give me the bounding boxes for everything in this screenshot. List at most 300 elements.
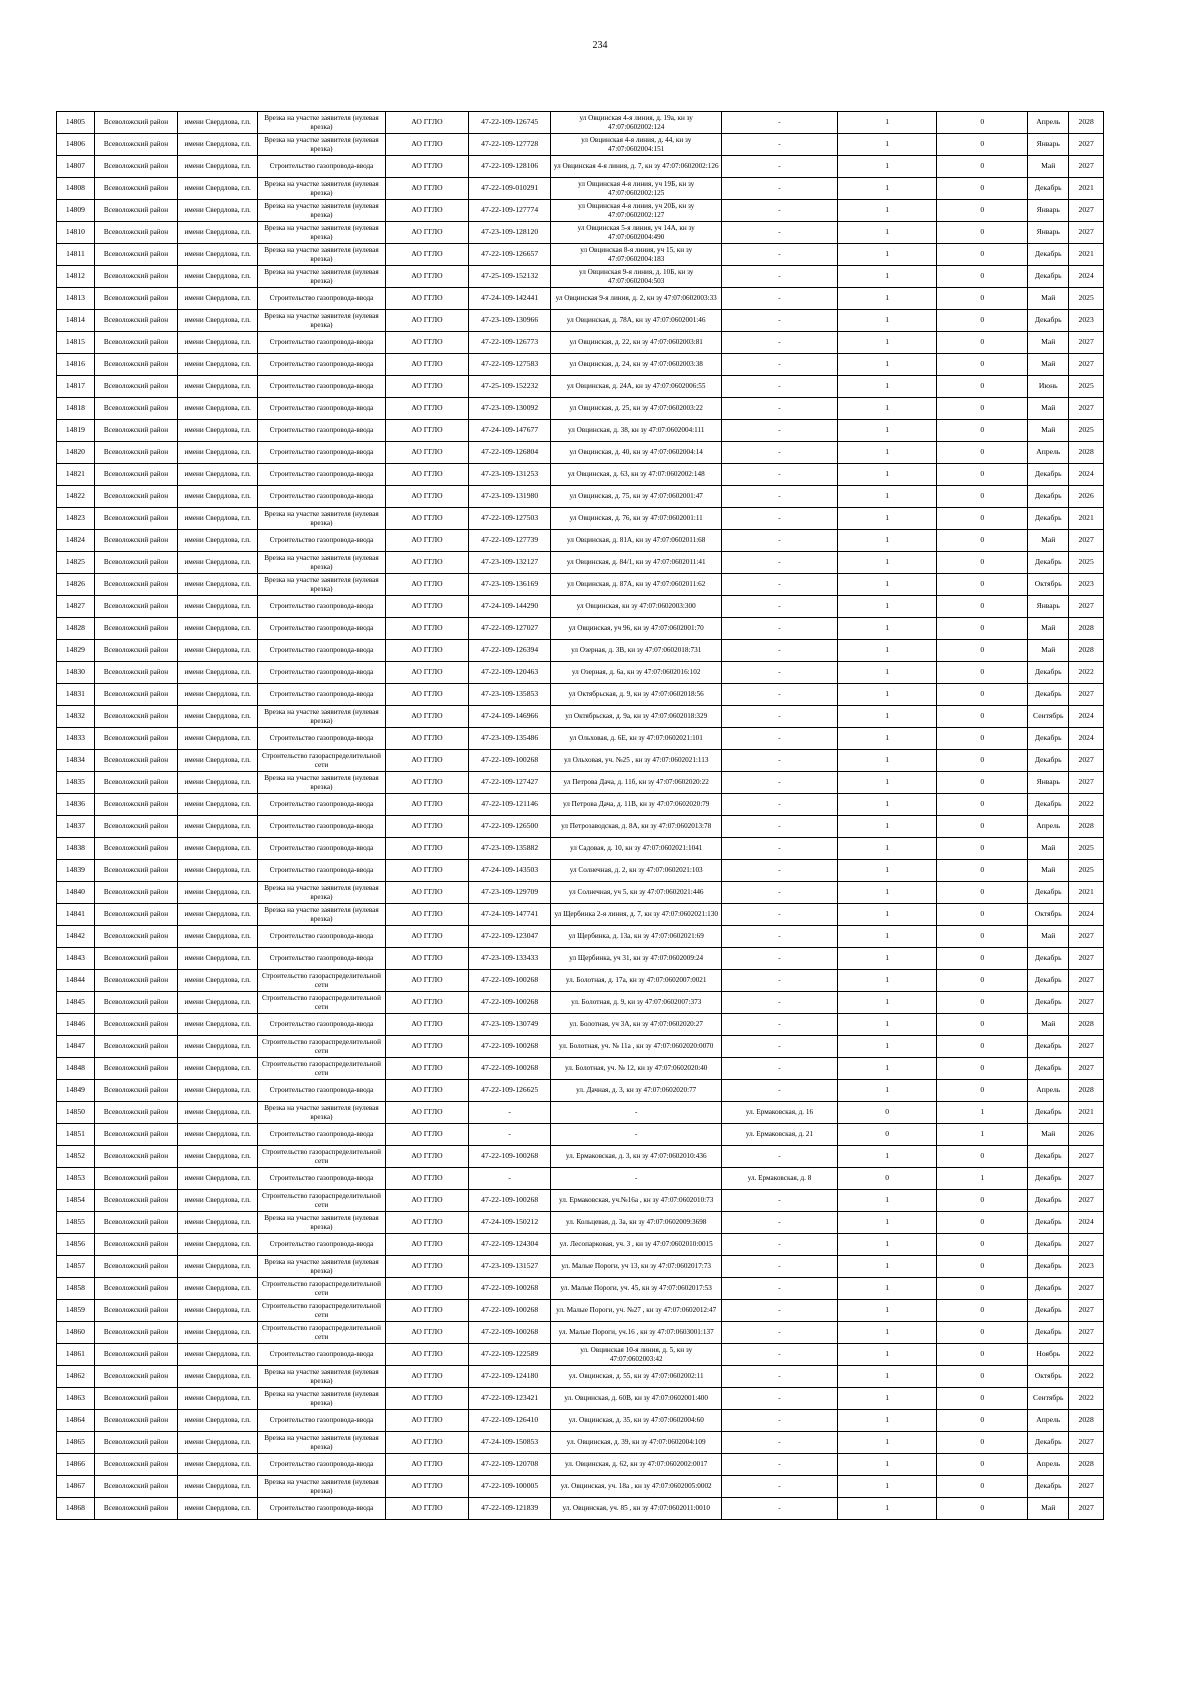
organization-cell: АО ГГЛО xyxy=(385,1036,468,1058)
cadastral-address-cell: ул Овцинская, д. 76, кн зу 47:07:0602001:11 xyxy=(551,508,722,530)
settlement-cell: имени Свердлова, г.п. xyxy=(178,750,258,772)
month-cell: Май xyxy=(1028,838,1069,860)
address-cell: - xyxy=(722,706,838,728)
year-cell: 2027 xyxy=(1069,1036,1104,1058)
cadastral-address-cell: ул Овцинская 5-я линия, уч 14А, кн зу 47:07:0602004:490 xyxy=(551,222,722,244)
row-number: 14822 xyxy=(57,486,95,508)
month-cell: Январь xyxy=(1028,596,1069,618)
address-cell: - xyxy=(722,574,838,596)
month-cell: Январь xyxy=(1028,772,1069,794)
count-1-cell: 1 xyxy=(837,948,937,970)
count-2-cell: 1 xyxy=(937,1102,1028,1124)
organization-cell: АО ГГЛО xyxy=(385,442,468,464)
district-cell: Всеволожский район xyxy=(94,112,177,134)
count-1-cell: 1 xyxy=(837,750,937,772)
count-1-cell: 1 xyxy=(837,816,937,838)
month-cell: Декабрь xyxy=(1028,662,1069,684)
cadastral-address-cell: ул. Болотная, уч 3А, кн зу 47:07:0602020:27 xyxy=(551,1014,722,1036)
application-id-cell: 47-22-109-100268 xyxy=(469,992,551,1014)
count-2-cell: 0 xyxy=(937,596,1028,618)
count-1-cell: 1 xyxy=(837,794,937,816)
settlement-cell: имени Свердлова, г.п. xyxy=(178,904,258,926)
address-cell: - xyxy=(722,266,838,288)
organization-cell: АО ГГЛО xyxy=(385,1300,468,1322)
count-1-cell: 1 xyxy=(837,156,937,178)
row-number: 14816 xyxy=(57,354,95,376)
application-id-cell: 47-23-109-132127 xyxy=(469,552,551,574)
month-cell: Апрель xyxy=(1028,1410,1069,1432)
work-type-cell: Строительство газопровода-ввода xyxy=(258,926,386,948)
month-cell: Декабрь xyxy=(1028,970,1069,992)
address-cell: - xyxy=(722,794,838,816)
settlement-cell: имени Свердлова, г.п. xyxy=(178,948,258,970)
table-row xyxy=(57,1036,1104,1058)
table-row xyxy=(57,552,1104,574)
district-cell: Всеволожский район xyxy=(94,1234,177,1256)
district-cell: Всеволожский район xyxy=(94,420,177,442)
application-id-cell: 47-22-109-128106 xyxy=(469,156,551,178)
organization-cell: АО ГГЛО xyxy=(385,706,468,728)
row-number: 14853 xyxy=(57,1168,95,1190)
address-cell: - xyxy=(722,1300,838,1322)
work-type-cell: Врезка на участке заявителя (нулевая врезка) xyxy=(258,1256,386,1278)
count-1-cell: 1 xyxy=(837,486,937,508)
row-number: 14834 xyxy=(57,750,95,772)
address-cell: - xyxy=(722,684,838,706)
year-cell: 2022 xyxy=(1069,662,1104,684)
count-2-cell: 0 xyxy=(937,398,1028,420)
address-cell: - xyxy=(722,112,838,134)
row-number: 14839 xyxy=(57,860,95,882)
settlement-cell: имени Свердлова, г.п. xyxy=(178,354,258,376)
count-1-cell: 1 xyxy=(837,376,937,398)
row-number: 14842 xyxy=(57,926,95,948)
cadastral-address-cell: ул Овцинская 4-я линия, уч 19Б, кн зу 47:07:0602002:125 xyxy=(551,178,722,200)
table-row xyxy=(57,1344,1104,1366)
work-type-cell: Строительство газопровода-ввода xyxy=(258,442,386,464)
cadastral-address-cell: - xyxy=(551,1168,722,1190)
count-2-cell: 0 xyxy=(937,1234,1028,1256)
month-cell: Октябрь xyxy=(1028,574,1069,596)
year-cell: 2027 xyxy=(1069,948,1104,970)
organization-cell: АО ГГЛО xyxy=(385,882,468,904)
table-row xyxy=(57,1146,1104,1168)
address-cell: - xyxy=(722,1410,838,1432)
address-cell: - xyxy=(722,1014,838,1036)
application-id-cell: 47-22-109-127027 xyxy=(469,618,551,640)
count-2-cell: 0 xyxy=(937,1344,1028,1366)
row-number: 14828 xyxy=(57,618,95,640)
work-type-cell: Строительство газораспределительной сети xyxy=(258,1036,386,1058)
work-type-cell: Строительство газопровода-ввода xyxy=(258,1344,386,1366)
application-id-cell: - xyxy=(469,1124,551,1146)
row-number: 14826 xyxy=(57,574,95,596)
work-type-cell: Строительство газопровода-ввода xyxy=(258,948,386,970)
application-id-cell: 47-23-109-136169 xyxy=(469,574,551,596)
table-row xyxy=(57,596,1104,618)
organization-cell: АО ГГЛО xyxy=(385,750,468,772)
count-2-cell: 0 xyxy=(937,332,1028,354)
table-row xyxy=(57,794,1104,816)
row-number: 14832 xyxy=(57,706,95,728)
cadastral-address-cell: ул. Овцинская, д. 60В, кн зу 47:07:0602001:400 xyxy=(551,1388,722,1410)
work-type-cell: Строительство газопровода-ввода xyxy=(258,1168,386,1190)
organization-cell: АО ГГЛО xyxy=(385,1498,468,1520)
count-2-cell: 0 xyxy=(937,970,1028,992)
organization-cell: АО ГГЛО xyxy=(385,486,468,508)
application-id-cell: 47-24-109-143503 xyxy=(469,860,551,882)
month-cell: Май xyxy=(1028,398,1069,420)
organization-cell: АО ГГЛО xyxy=(385,1080,468,1102)
work-type-cell: Строительство газопровода-ввода xyxy=(258,464,386,486)
row-number: 14854 xyxy=(57,1190,95,1212)
count-1-cell: 1 xyxy=(837,1410,937,1432)
count-2-cell: 0 xyxy=(937,992,1028,1014)
month-cell: Декабрь xyxy=(1028,1212,1069,1234)
settlement-cell: имени Свердлова, г.п. xyxy=(178,596,258,618)
district-cell: Всеволожский район xyxy=(94,1410,177,1432)
table-row xyxy=(57,1190,1104,1212)
month-cell: Декабрь xyxy=(1028,244,1069,266)
count-1-cell: 1 xyxy=(837,1212,937,1234)
cadastral-address-cell: ул. Болотная, д. 9, кн зу 47:07:0602007:373 xyxy=(551,992,722,1014)
month-cell: Апрель xyxy=(1028,1080,1069,1102)
row-number: 14833 xyxy=(57,728,95,750)
application-id-cell: - xyxy=(469,1102,551,1124)
organization-cell: АО ГГЛО xyxy=(385,618,468,640)
month-cell: Сентябрь xyxy=(1028,706,1069,728)
table-row xyxy=(57,420,1104,442)
work-type-cell: Строительство газопровода-ввода xyxy=(258,1498,386,1520)
year-cell: 2027 xyxy=(1069,772,1104,794)
cadastral-address-cell: ул Овцинская 9-я линия, д. 2, кн зу 47:07:0602003:33 xyxy=(551,288,722,310)
address-cell: - xyxy=(722,926,838,948)
row-number: 14868 xyxy=(57,1498,95,1520)
row-number: 14848 xyxy=(57,1058,95,1080)
organization-cell: АО ГГЛО xyxy=(385,1234,468,1256)
row-number: 14819 xyxy=(57,420,95,442)
table-row xyxy=(57,706,1104,728)
row-number: 14805 xyxy=(57,112,95,134)
address-cell: - xyxy=(722,398,838,420)
address-cell: - xyxy=(722,1366,838,1388)
table-row xyxy=(57,1014,1104,1036)
row-number: 14820 xyxy=(57,442,95,464)
application-id-cell: 47-22-109-123421 xyxy=(469,1388,551,1410)
district-cell: Всеволожский район xyxy=(94,244,177,266)
table-row xyxy=(57,816,1104,838)
year-cell: 2027 xyxy=(1069,1058,1104,1080)
settlement-cell: имени Свердлова, г.п. xyxy=(178,860,258,882)
cadastral-address-cell: ул Овцинская 4-я линия, д. 44, кн зу 47:07:0602004:151 xyxy=(551,134,722,156)
table-row xyxy=(57,1080,1104,1102)
month-cell: Декабрь xyxy=(1028,552,1069,574)
application-id-cell: 47-24-109-150212 xyxy=(469,1212,551,1234)
organization-cell: АО ГГЛО xyxy=(385,1058,468,1080)
organization-cell: АО ГГЛО xyxy=(385,1410,468,1432)
application-id-cell: 47-24-109-146966 xyxy=(469,706,551,728)
row-number: 14812 xyxy=(57,266,95,288)
cadastral-address-cell: ул Ольховая, д. 6Е, кн зу 47:07:0602021:101 xyxy=(551,728,722,750)
work-type-cell: Строительство газораспределительной сети xyxy=(258,1300,386,1322)
work-type-cell: Строительство газораспределительной сети xyxy=(258,992,386,1014)
application-id-cell: 47-22-109-126657 xyxy=(469,244,551,266)
work-type-cell: Строительство газопровода-ввода xyxy=(258,1014,386,1036)
cadastral-address-cell: ул. Болотная, д. 17а, кн зу 47:07:0602007:0021 xyxy=(551,970,722,992)
year-cell: 2027 xyxy=(1069,1190,1104,1212)
organization-cell: АО ГГЛО xyxy=(385,420,468,442)
settlement-cell: имени Свердлова, г.п. xyxy=(178,1322,258,1344)
organization-cell: АО ГГЛО xyxy=(385,1344,468,1366)
count-2-cell: 0 xyxy=(937,156,1028,178)
cadastral-address-cell: ул Октябрьская, д. 9, кн зу 47:07:0602018:56 xyxy=(551,684,722,706)
count-1-cell: 1 xyxy=(837,1146,937,1168)
count-1-cell: 1 xyxy=(837,1344,937,1366)
work-type-cell: Строительство газопровода-ввода xyxy=(258,794,386,816)
table-row xyxy=(57,1212,1104,1234)
district-cell: Всеволожский район xyxy=(94,1366,177,1388)
row-number: 14846 xyxy=(57,1014,95,1036)
month-cell: Декабрь xyxy=(1028,508,1069,530)
year-cell: 2028 xyxy=(1069,1080,1104,1102)
month-cell: Апрель xyxy=(1028,1454,1069,1476)
month-cell: Декабрь xyxy=(1028,992,1069,1014)
count-2-cell: 0 xyxy=(937,1388,1028,1410)
application-id-cell: 47-23-109-130092 xyxy=(469,398,551,420)
settlement-cell: имени Свердлова, г.п. xyxy=(178,838,258,860)
month-cell: Декабрь xyxy=(1028,178,1069,200)
count-2-cell: 0 xyxy=(937,1036,1028,1058)
year-cell: 2027 xyxy=(1069,750,1104,772)
organization-cell: АО ГГЛО xyxy=(385,794,468,816)
organization-cell: АО ГГЛО xyxy=(385,684,468,706)
work-type-cell: Строительство газопровода-ввода xyxy=(258,640,386,662)
district-cell: Всеволожский район xyxy=(94,398,177,420)
register-table xyxy=(56,111,1104,1520)
table-row xyxy=(57,354,1104,376)
cadastral-address-cell: ул Овцинская, д. 84/1, кн зу 47:07:0602011:41 xyxy=(551,552,722,574)
cadastral-address-cell: ул Овцинская, д. 75, кн зу 47:07:0602001:47 xyxy=(551,486,722,508)
settlement-cell: имени Свердлова, г.п. xyxy=(178,926,258,948)
year-cell: 2021 xyxy=(1069,882,1104,904)
district-cell: Всеволожский район xyxy=(94,838,177,860)
count-1-cell: 1 xyxy=(837,398,937,420)
count-2-cell: 0 xyxy=(937,1212,1028,1234)
settlement-cell: имени Свердлова, г.п. xyxy=(178,244,258,266)
month-cell: Ноябрь xyxy=(1028,1344,1069,1366)
table-row xyxy=(57,882,1104,904)
application-id-cell: 47-22-109-126773 xyxy=(469,332,551,354)
district-cell: Всеволожский район xyxy=(94,860,177,882)
district-cell: Всеволожский район xyxy=(94,662,177,684)
address-cell: - xyxy=(722,508,838,530)
month-cell: Май xyxy=(1028,640,1069,662)
cadastral-address-cell: ул Овцинская 8-я линия, уч 15, кн зу 47:07:0602004:183 xyxy=(551,244,722,266)
row-number: 14808 xyxy=(57,178,95,200)
district-cell: Всеволожский район xyxy=(94,1498,177,1520)
organization-cell: АО ГГЛО xyxy=(385,596,468,618)
row-number: 14847 xyxy=(57,1036,95,1058)
month-cell: Декабрь xyxy=(1028,1190,1069,1212)
application-id-cell: 47-25-109-152232 xyxy=(469,376,551,398)
application-id-cell: 47-22-109-010291 xyxy=(469,178,551,200)
row-number: 14830 xyxy=(57,662,95,684)
row-number: 14810 xyxy=(57,222,95,244)
month-cell: Декабрь xyxy=(1028,486,1069,508)
district-cell: Всеволожский район xyxy=(94,354,177,376)
year-cell: 2027 xyxy=(1069,1432,1104,1454)
count-2-cell: 0 xyxy=(937,640,1028,662)
settlement-cell: имени Свердлова, г.п. xyxy=(178,464,258,486)
address-cell: - xyxy=(722,640,838,662)
settlement-cell: имени Свердлова, г.п. xyxy=(178,332,258,354)
cadastral-address-cell: ул. Малые Пороги, уч 13, кн зу 47:07:0602017:73 xyxy=(551,1256,722,1278)
cadastral-address-cell: ул Солнечная, д. 2, кн зу 47:07:0602021:103 xyxy=(551,860,722,882)
district-cell: Всеволожский район xyxy=(94,948,177,970)
count-1-cell: 1 xyxy=(837,1278,937,1300)
district-cell: Всеволожский район xyxy=(94,574,177,596)
month-cell: Декабрь xyxy=(1028,310,1069,332)
address-cell: - xyxy=(722,1058,838,1080)
application-id-cell: - xyxy=(469,1168,551,1190)
district-cell: Всеволожский район xyxy=(94,970,177,992)
application-id-cell: 47-22-109-100268 xyxy=(469,750,551,772)
row-number: 14844 xyxy=(57,970,95,992)
application-id-cell: 47-22-109-127739 xyxy=(469,530,551,552)
count-2-cell: 0 xyxy=(937,574,1028,596)
year-cell: 2027 xyxy=(1069,992,1104,1014)
settlement-cell: имени Свердлова, г.п. xyxy=(178,1168,258,1190)
settlement-cell: имени Свердлова, г.п. xyxy=(178,1256,258,1278)
month-cell: Декабрь xyxy=(1028,948,1069,970)
row-number: 14824 xyxy=(57,530,95,552)
count-1-cell: 1 xyxy=(837,332,937,354)
count-2-cell: 0 xyxy=(937,926,1028,948)
district-cell: Всеволожский район xyxy=(94,1168,177,1190)
count-2-cell: 0 xyxy=(937,244,1028,266)
organization-cell: АО ГГЛО xyxy=(385,926,468,948)
count-2-cell: 0 xyxy=(937,948,1028,970)
year-cell: 2028 xyxy=(1069,1410,1104,1432)
row-number: 14865 xyxy=(57,1432,95,1454)
application-id-cell: 47-22-109-100268 xyxy=(469,1278,551,1300)
district-cell: Всеволожский район xyxy=(94,772,177,794)
month-cell: Май xyxy=(1028,530,1069,552)
address-cell: - xyxy=(722,1388,838,1410)
count-1-cell: 1 xyxy=(837,530,937,552)
district-cell: Всеволожский район xyxy=(94,508,177,530)
cadastral-address-cell: ул Щербинка, уч 31, кн зу 47:07:0602009:24 xyxy=(551,948,722,970)
district-cell: Всеволожский район xyxy=(94,1256,177,1278)
work-type-cell: Строительство газопровода-ввода xyxy=(258,1124,386,1146)
organization-cell: АО ГГЛО xyxy=(385,1278,468,1300)
table-row xyxy=(57,926,1104,948)
work-type-cell: Врезка на участке заявителя (нулевая врезка) xyxy=(258,508,386,530)
address-cell: - xyxy=(722,992,838,1014)
year-cell: 2028 xyxy=(1069,442,1104,464)
year-cell: 2025 xyxy=(1069,860,1104,882)
year-cell: 2028 xyxy=(1069,112,1104,134)
count-2-cell: 0 xyxy=(937,442,1028,464)
count-1-cell: 1 xyxy=(837,838,937,860)
table-row xyxy=(57,222,1104,244)
work-type-cell: Строительство газопровода-ввода xyxy=(258,398,386,420)
count-1-cell: 0 xyxy=(837,1124,937,1146)
table-row xyxy=(57,442,1104,464)
count-1-cell: 1 xyxy=(837,288,937,310)
address-cell: - xyxy=(722,904,838,926)
district-cell: Всеволожский район xyxy=(94,728,177,750)
count-1-cell: 1 xyxy=(837,1014,937,1036)
district-cell: Всеволожский район xyxy=(94,552,177,574)
row-number: 14852 xyxy=(57,1146,95,1168)
row-number: 14858 xyxy=(57,1278,95,1300)
application-id-cell: 47-23-109-135853 xyxy=(469,684,551,706)
count-2-cell: 0 xyxy=(937,1432,1028,1454)
table-row xyxy=(57,970,1104,992)
year-cell: 2027 xyxy=(1069,1300,1104,1322)
count-1-cell: 1 xyxy=(837,662,937,684)
year-cell: 2028 xyxy=(1069,816,1104,838)
year-cell: 2022 xyxy=(1069,1388,1104,1410)
district-cell: Всеволожский район xyxy=(94,1212,177,1234)
row-number: 14809 xyxy=(57,200,95,222)
organization-cell: АО ГГЛО xyxy=(385,992,468,1014)
month-cell: Май xyxy=(1028,1124,1069,1146)
address-cell: - xyxy=(722,486,838,508)
cadastral-address-cell: ул. Ермаковская, д. 3, кн зу 47:07:0602010:436 xyxy=(551,1146,722,1168)
year-cell: 2024 xyxy=(1069,266,1104,288)
month-cell: Декабрь xyxy=(1028,728,1069,750)
cadastral-address-cell: ул Овцинская 4-я линия, д. 7, кн зу 47:07:0602002:126 xyxy=(551,156,722,178)
table-row xyxy=(57,134,1104,156)
work-type-cell: Врезка на участке заявителя (нулевая врезка) xyxy=(258,200,386,222)
organization-cell: АО ГГЛО xyxy=(385,266,468,288)
year-cell: 2027 xyxy=(1069,222,1104,244)
address-cell: - xyxy=(722,1146,838,1168)
year-cell: 2024 xyxy=(1069,1212,1104,1234)
count-2-cell: 0 xyxy=(937,1058,1028,1080)
district-cell: Всеволожский район xyxy=(94,442,177,464)
row-number: 14867 xyxy=(57,1476,95,1498)
work-type-cell: Строительство газопровода-ввода xyxy=(258,816,386,838)
organization-cell: АО ГГЛО xyxy=(385,1432,468,1454)
month-cell: Январь xyxy=(1028,134,1069,156)
address-cell: - xyxy=(722,1036,838,1058)
cadastral-address-cell: ул Солнечная, уч 5, кн зу 47:07:0602021:446 xyxy=(551,882,722,904)
application-id-cell: 47-22-109-127427 xyxy=(469,772,551,794)
work-type-cell: Строительство газораспределительной сети xyxy=(258,970,386,992)
count-1-cell: 1 xyxy=(837,1432,937,1454)
row-number: 14813 xyxy=(57,288,95,310)
settlement-cell: имени Свердлова, г.п. xyxy=(178,1124,258,1146)
table-row xyxy=(57,310,1104,332)
application-id-cell: 47-22-109-100005 xyxy=(469,1476,551,1498)
cadastral-address-cell: ул Овцинская, д. 25, кн зу 47:07:0602003:22 xyxy=(551,398,722,420)
district-cell: Всеволожский район xyxy=(94,1454,177,1476)
address-cell: - xyxy=(722,376,838,398)
application-id-cell: 47-24-109-142441 xyxy=(469,288,551,310)
district-cell: Всеволожский район xyxy=(94,1278,177,1300)
address-cell: - xyxy=(722,288,838,310)
address-cell: - xyxy=(722,442,838,464)
table-row xyxy=(57,178,1104,200)
count-2-cell: 0 xyxy=(937,1080,1028,1102)
application-id-cell: 47-22-109-100268 xyxy=(469,1190,551,1212)
work-type-cell: Строительство газопровода-ввода xyxy=(258,486,386,508)
settlement-cell: имени Свердлова, г.п. xyxy=(178,1102,258,1124)
settlement-cell: имени Свердлова, г.п. xyxy=(178,684,258,706)
